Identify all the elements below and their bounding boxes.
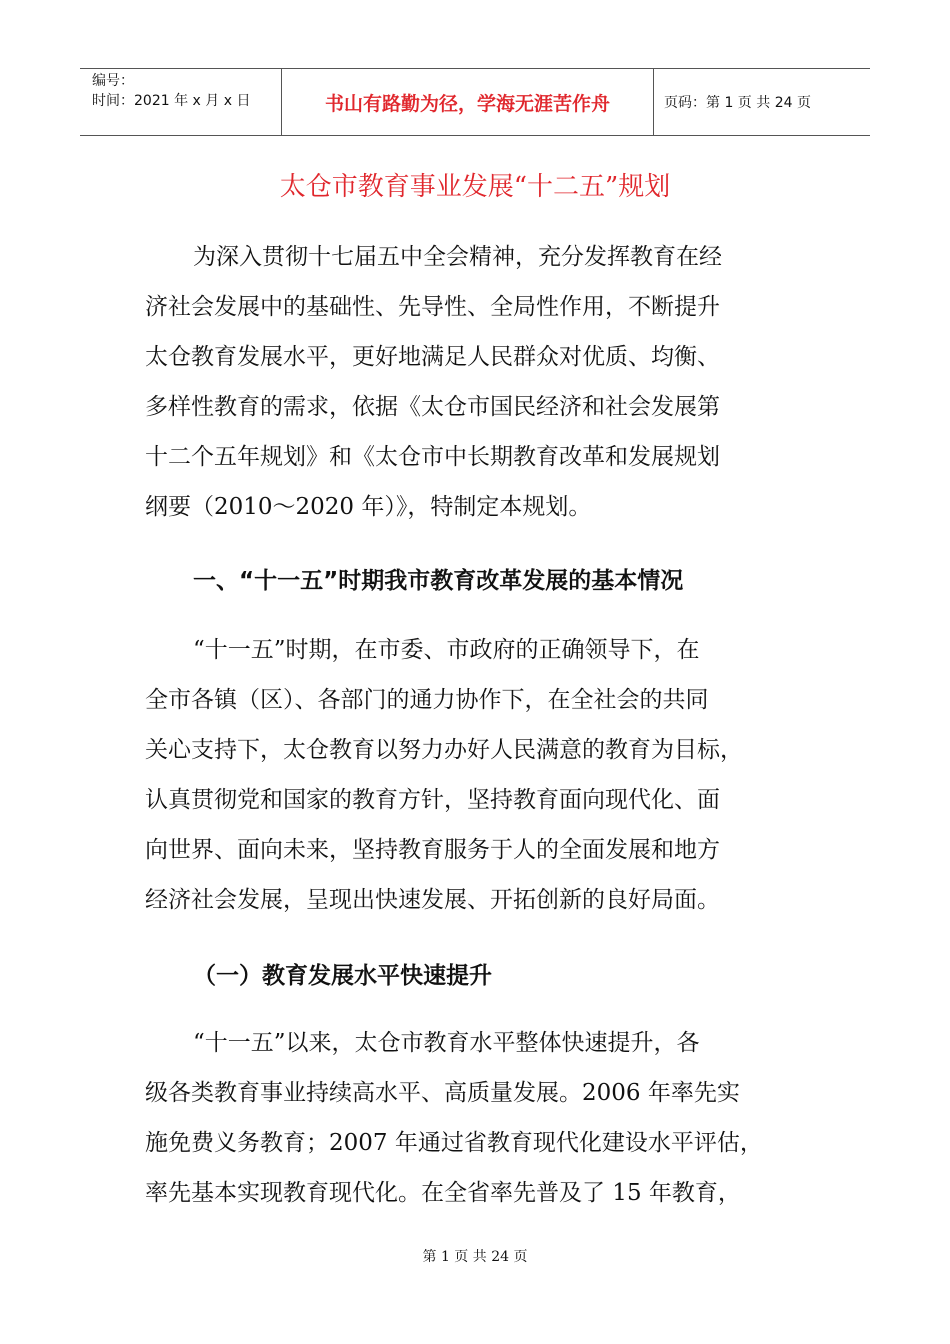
paragraph-line: 十二个五年规划》和《太仓市中长期教育改革和发展规划	[145, 444, 720, 470]
paragraph-line: 向世界、面向未来，坚持教育服务于人的全面发展和地方	[145, 837, 720, 863]
document-time-label: 时间：2021 年 x 月 x 日	[92, 93, 251, 109]
paragraph-line: 全市各镇（区）、各部门的通力协作下，在全社会的共同	[145, 687, 709, 713]
paragraph-line: “十一五”时期，在市委、市政府的正确领导下，在	[193, 637, 700, 663]
header-table	[80, 68, 870, 136]
document-number-label: 编号：	[92, 73, 134, 89]
section1-paragraph	[145, 625, 815, 925]
paragraph-line: 经济社会发展，呈现出快速发展、开拓创新的良好局面。	[145, 887, 720, 913]
paragraph-line: 太仓教育发展水平，更好地满足人民群众对优质、均衡、	[145, 344, 720, 370]
section-heading: 一、“十一五”时期我市教育改革发展的基本情况	[193, 568, 684, 594]
paragraph-line: “十一五”以来，太仓市教育水平整体快速提升，各	[193, 1030, 700, 1056]
paragraph-line: 济社会发展中的基础性、先导性、全局性作用，不断提升	[145, 294, 720, 320]
header-page-info: 页码：第 1 页 共 24 页	[664, 95, 811, 111]
paragraph-line: 施免费义务教育；2007 年通过省教育现代化建设水平评估，	[145, 1130, 763, 1156]
paragraph-line: 为深入贯彻十七届五中全会精神，充分发挥教育在经	[193, 244, 722, 270]
document-title: 太仓市教育事业发展“十二五”规划	[279, 172, 671, 202]
page-footer: 第 1 页 共 24 页	[422, 1249, 528, 1265]
paragraph-line: 认真贯彻党和国家的教育方针，坚持教育面向现代化、面	[145, 787, 720, 813]
paragraph-line: 率先基本实现教育现代化。在全省率先普及了 15 年教育，	[145, 1180, 741, 1206]
paragraph-line: 关心支持下，太仓教育以努力办好人民满意的教育为目标，	[145, 737, 743, 763]
subsection-heading: （一）教育发展水平快速提升	[193, 963, 492, 989]
paragraph-line: 纲要（2010～2020 年）》，特制定本规划。	[145, 494, 592, 520]
paragraph-line: 多样性教育的需求，依据《太仓市国民经济和社会发展第	[145, 394, 720, 420]
intro-paragraph	[145, 232, 815, 532]
header-motto: 书山有路勤为径，学海无涯苦作舟	[282, 69, 654, 135]
header-meta-cell	[80, 69, 282, 135]
paragraph-line: 级各类教育事业持续高水平、高质量发展。2006 年率先实	[145, 1080, 740, 1106]
subsection1-paragraph	[145, 1018, 815, 1218]
